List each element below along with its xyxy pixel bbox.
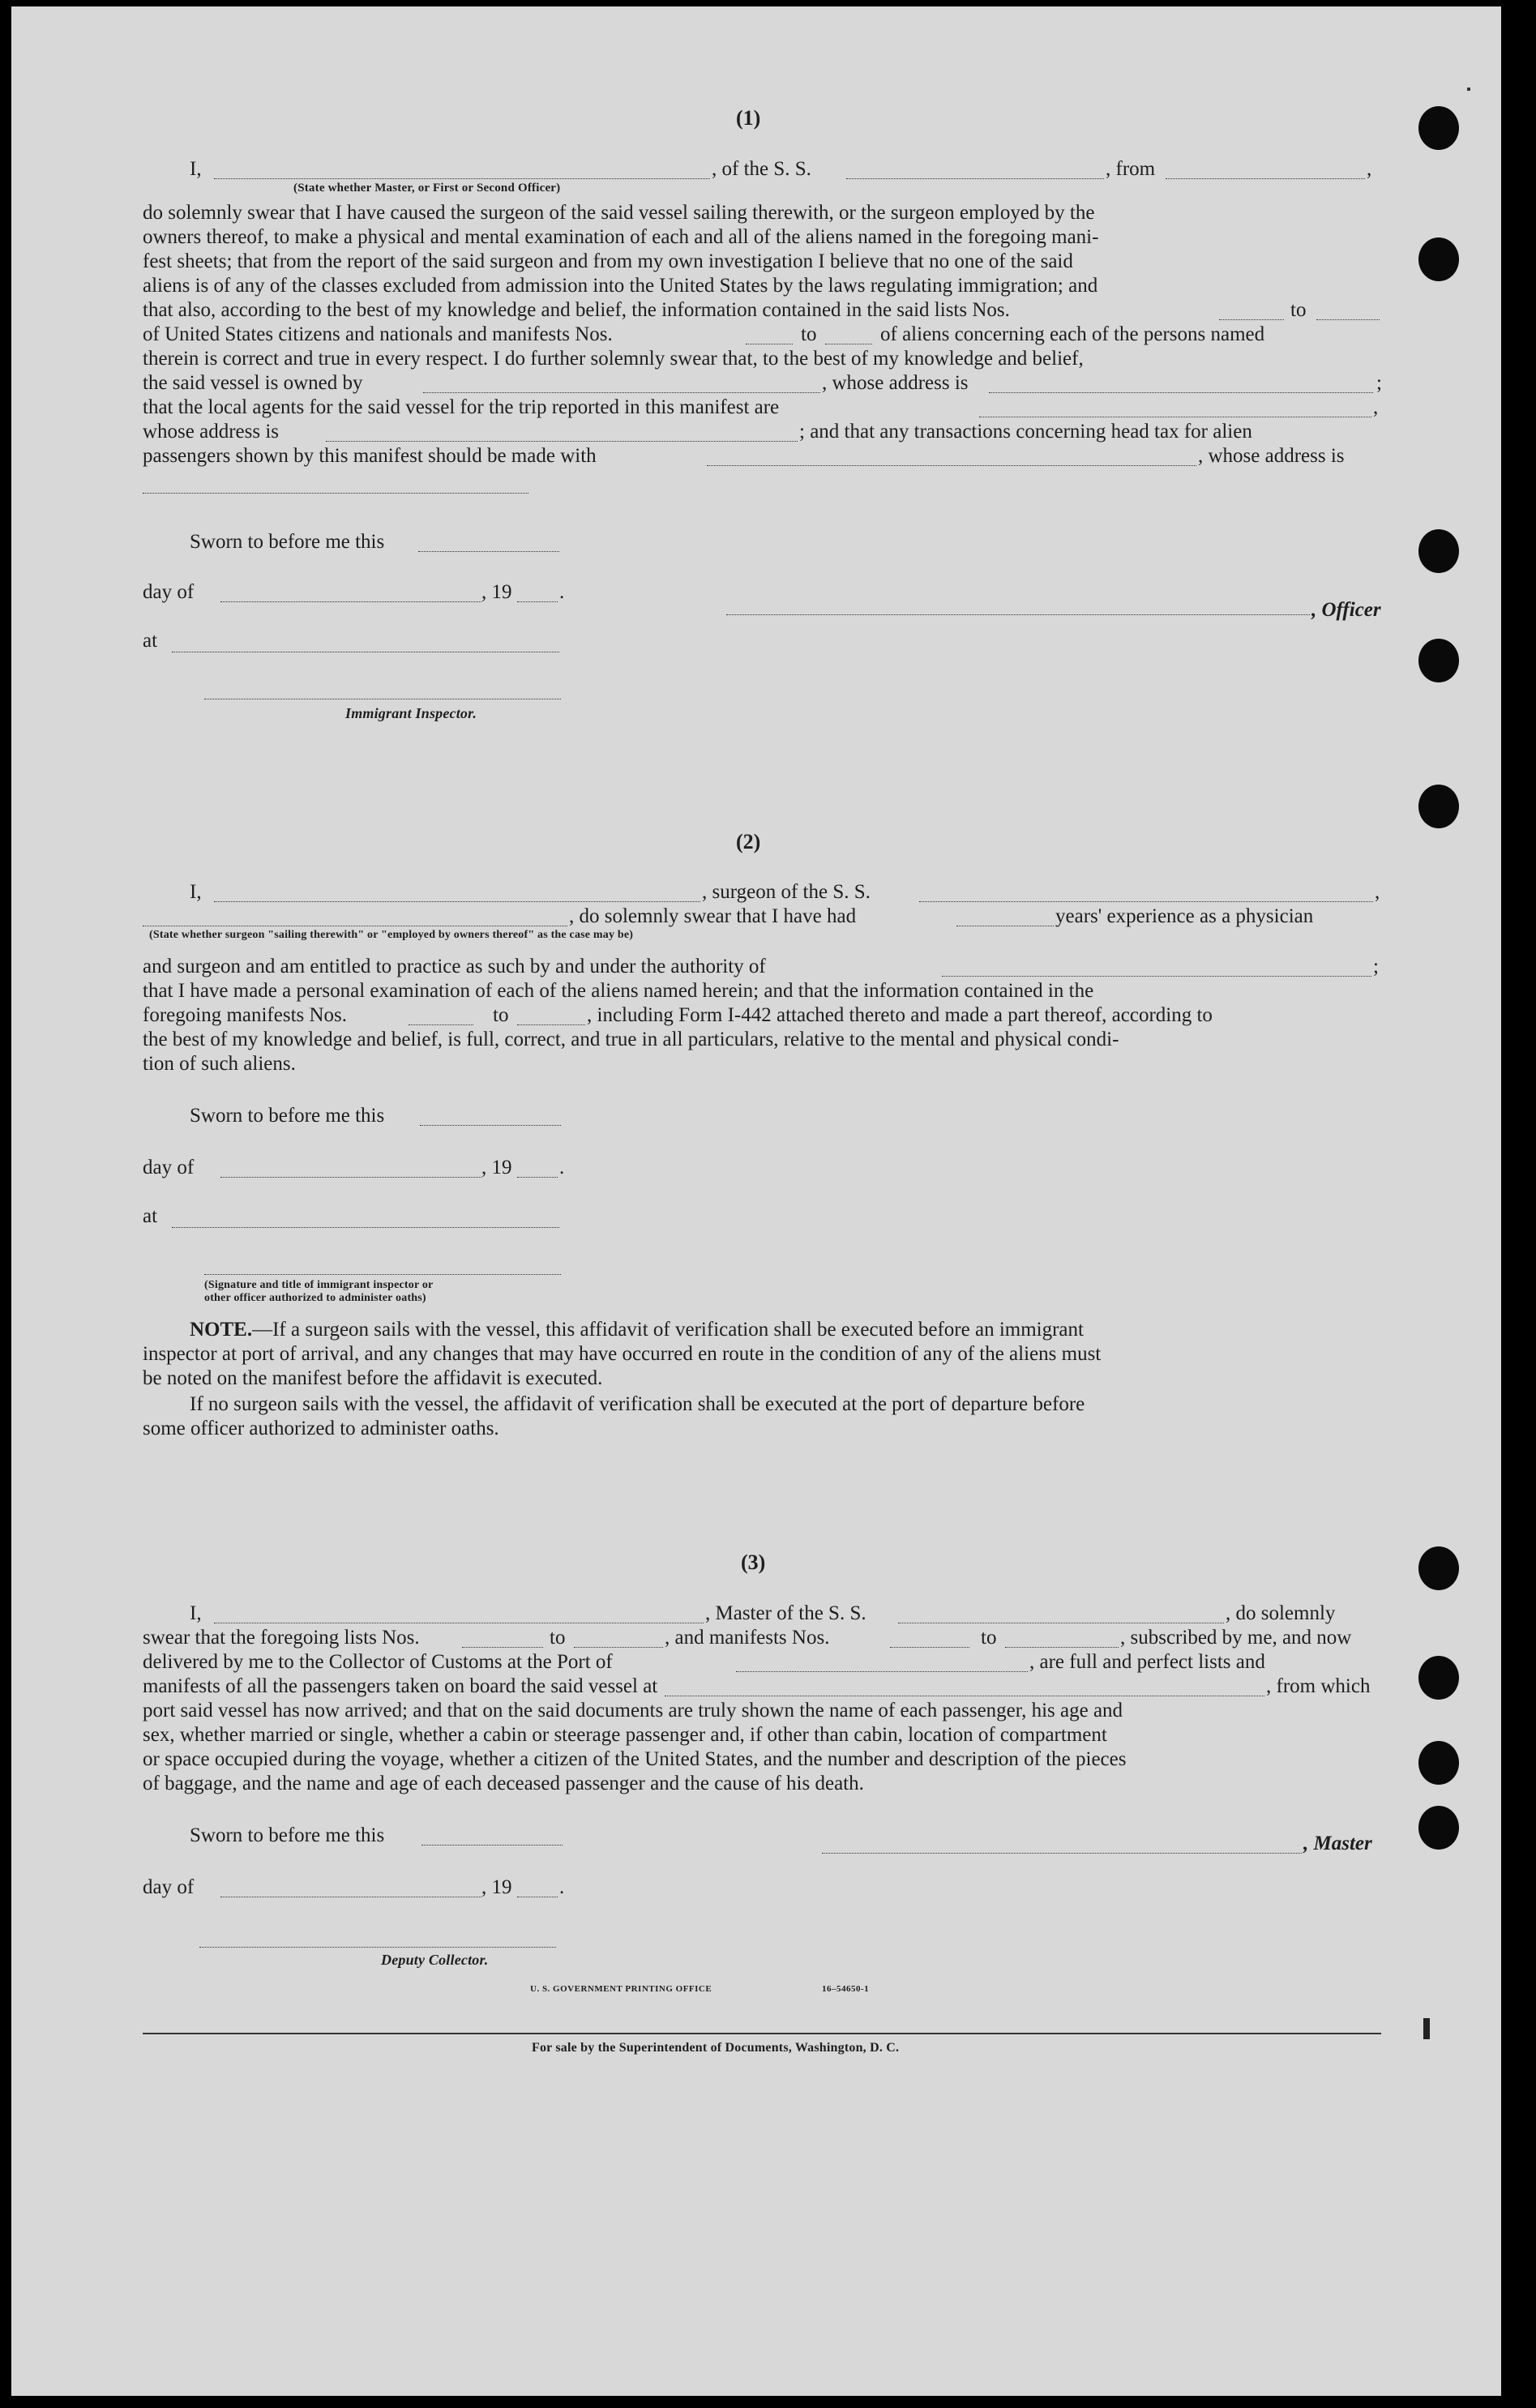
form-page: [11, 6, 1501, 2396]
punct: ;: [1373, 956, 1379, 977]
surgeon-inspector-signature-field[interactable]: [204, 1274, 561, 1275]
body-line: the best of my knowledge and belief, is full, correct, and true in all particulars, relative to the mental and physical condi-: [143, 1029, 1119, 1050]
head-tax-party-field[interactable]: [707, 465, 1196, 466]
surgeon-sworn-year-field[interactable]: [517, 1177, 558, 1178]
body-line: , do solemnly swear that I have had: [569, 905, 857, 927]
day-of-label: day of: [143, 1876, 195, 1898]
body-line: , are full and perfect lists and: [1029, 1651, 1265, 1673]
surgeon-of-ss-label: , surgeon of the S. S.: [702, 881, 871, 903]
section-1-number: (1): [736, 106, 761, 130]
to-label: to: [493, 1004, 509, 1026]
master-of-ss-label: , Master of the S. S.: [705, 1602, 866, 1624]
body-line: , including Form I-442 attached thereto and made a part thereof, according to: [587, 1004, 1213, 1026]
body-line: ; and that any transactions concerning head tax for alien: [799, 421, 1252, 443]
note-line: inspector at port of arrival, and any changes that may have occurred en route in the condition of any of the aliens must: [143, 1343, 1102, 1365]
body-line: aliens is of any of the classes excluded from admission into the United States by the laws regulating immigration; and: [143, 275, 1098, 297]
surgeon-sworn-month-field[interactable]: [220, 1177, 481, 1178]
address-label: , whose address is: [1198, 445, 1345, 467]
agents-address-field[interactable]: [326, 441, 798, 442]
form-number: 16–54650-1: [822, 1984, 870, 1994]
note-line: be noted on the manifest before the affidavit is executed.: [143, 1367, 603, 1389]
agents-label: that the local agents for the said vessel for the trip reported in this manifest are: [143, 396, 780, 418]
sworn-year-field[interactable]: [517, 601, 558, 602]
officer-name-field[interactable]: [214, 178, 710, 179]
punch-hole: [1418, 1741, 1459, 1785]
master-signature-field[interactable]: [822, 1853, 1302, 1854]
punct: ,: [1367, 158, 1372, 180]
owned-by-label: the said vessel is owned by: [143, 372, 363, 394]
punct: ;: [1376, 372, 1382, 394]
from-port-field[interactable]: [1166, 178, 1365, 179]
surgeon-manifests-from-field[interactable]: [409, 1024, 473, 1025]
body-line: manifests of all the passengers taken on board the said vessel at: [143, 1675, 658, 1697]
body-line: of baggage, and the name and age of each deceased passenger and the cause of his death.: [143, 1773, 864, 1794]
body-line: that also, according to the best of my knowledge and belief, the information contained in the said lists Nos.: [143, 299, 1010, 321]
head-tax-address-field[interactable]: [143, 493, 528, 494]
body-line: and surgeon and am entitled to practice as such by and under the authority of: [143, 956, 766, 977]
lists-to-field-3[interactable]: [574, 1647, 663, 1648]
port-field[interactable]: [736, 1671, 1028, 1672]
year-label: , 19: [481, 1157, 512, 1178]
day-of-label: day of: [143, 581, 195, 603]
head-tax-label: passengers shown by this manifest should be made with: [143, 445, 597, 467]
punch-hole-edge: [1423, 2018, 1430, 2039]
lists-to-field[interactable]: [1316, 319, 1380, 320]
officer-label: , Officer: [1311, 599, 1381, 621]
body-line: or space occupied during the voyage, whether a citizen of the United States, and the number and description of the pieces: [143, 1748, 1127, 1770]
surgeon-name-field[interactable]: [214, 901, 700, 902]
for-sale-note: For sale by the Superintendent of Documents, Washington, D. C.: [532, 2041, 900, 2055]
body-line: that I have made a personal examination of each of the aliens named herein; and that the information contained in the: [143, 980, 1094, 1002]
to-label: to: [801, 323, 817, 345]
body-line: fest sheets; that from the report of the said surgeon and from my own investigation I believe that no one of the said: [143, 250, 1073, 272]
lists-from-field[interactable]: [1219, 319, 1284, 320]
body-line: do solemnly swear that I have caused the surgeon of the said vessel sailing therewith, or the surgeon employed by the: [143, 202, 1095, 224]
officer-signature-field[interactable]: [726, 614, 1310, 615]
body-line: years' experience as a physician: [1055, 905, 1314, 927]
at-label: at: [143, 630, 158, 652]
punct: .: [559, 1876, 565, 1898]
to-label: to: [1290, 299, 1307, 321]
manifests-from-field-3[interactable]: [890, 1647, 969, 1648]
oath-i: I,: [190, 881, 202, 903]
punch-hole: [1418, 1546, 1459, 1590]
body-line: , and manifests Nos.: [665, 1627, 830, 1649]
body-line: , do solemnly: [1226, 1602, 1336, 1624]
body-line: owners thereof, to make a physical and mental examination of each and all of the aliens named in the foregoing mani-: [143, 226, 1099, 248]
sworn-month-field[interactable]: [220, 601, 481, 602]
authority-field[interactable]: [942, 976, 1371, 977]
deputy-collector-label: Deputy Collector.: [381, 1952, 489, 1968]
to-label: to: [981, 1627, 997, 1649]
punct: ,: [1375, 881, 1380, 903]
state-surgeon-label: (State whether surgeon "sailing therewith" or "employed by owners thereof" as the case may be): [149, 929, 634, 941]
body-line: of United States citizens and nationals and manifests Nos.: [143, 323, 613, 345]
oath-i: I,: [190, 158, 202, 180]
body-line: delivered by me to the Collector of Customs at the Port of: [143, 1651, 613, 1673]
punch-hole: [1418, 529, 1459, 573]
surgeon-manifests-to-field[interactable]: [517, 1024, 585, 1025]
corner-mark: [1467, 88, 1470, 91]
state-officer-label: (State whether Master, or First or Second Officer): [293, 182, 561, 195]
note-line: If no surgeon sails with the vessel, the affidavit of verification shall be executed at the port of departure before: [190, 1393, 1085, 1415]
master-label: , Master: [1303, 1833, 1372, 1854]
punct: ,: [1373, 396, 1379, 418]
sworn-label: Sworn to before me this: [190, 531, 385, 553]
body-line: of aliens concerning each of the persons named: [880, 323, 1265, 345]
section-2-number: (2): [736, 830, 761, 853]
punch-hole: [1418, 639, 1459, 682]
day-of-label: day of: [143, 1157, 195, 1178]
address-label: whose address is: [143, 421, 280, 443]
body-line: foregoing manifests Nos.: [143, 1004, 348, 1026]
sworn-day-field[interactable]: [418, 551, 559, 552]
punch-hole: [1418, 785, 1459, 828]
body-line: , from which: [1266, 1675, 1371, 1697]
gpo-imprint: U. S. GOVERNMENT PRINTING OFFICE: [530, 1984, 712, 1994]
note-line: some officer authorized to administer oaths.: [143, 1418, 499, 1439]
manifests-to-field-3[interactable]: [1005, 1647, 1119, 1648]
at-label: at: [143, 1205, 158, 1227]
body-line: port said vessel has now arrived; and that on the said documents are truly shown the name of each passenger, his age and: [143, 1700, 1123, 1722]
note-label: NOTE.: [190, 1319, 253, 1341]
body-line: sex, whether married or single, whether a cabin or steerage passenger and, if other than cabin, location of compartment: [143, 1724, 1107, 1746]
sworn-label: Sworn to before me this: [190, 1105, 385, 1127]
punch-hole: [1418, 1806, 1459, 1850]
from-label: , from: [1106, 158, 1156, 180]
punch-hole: [1418, 237, 1459, 281]
year-label: , 19: [481, 1876, 512, 1898]
punct: .: [559, 581, 565, 603]
owner-address-field[interactable]: [989, 392, 1373, 393]
oath-i: I,: [190, 1602, 202, 1624]
master-sworn-day-field[interactable]: [421, 1845, 563, 1846]
surgeon-sworn-day-field[interactable]: [420, 1125, 561, 1126]
surgeon-vessel-field[interactable]: [919, 901, 1373, 902]
owner-field[interactable]: [423, 392, 820, 393]
to-label: to: [550, 1627, 566, 1649]
signature-label: other officer authorized to administer oaths): [204, 1292, 426, 1304]
body-line: , subscribed by me, and now: [1120, 1627, 1352, 1649]
of-ss-label: , of the S. S.: [712, 158, 811, 180]
note-line: [190, 1318, 1084, 1342]
inspector-label: Immigrant Inspector.: [345, 705, 477, 721]
body-line: therein is correct and true in every respect. I do further solemnly swear that, to the best of my knowledge and belief,: [143, 348, 1084, 370]
punch-hole: [1418, 106, 1459, 150]
vessel-name-field[interactable]: [846, 178, 1104, 179]
body-line: swear that the foregoing lists Nos.: [143, 1627, 420, 1649]
punct: .: [559, 1157, 565, 1178]
body-line: tion of such aliens.: [143, 1053, 296, 1075]
lists-from-field-3[interactable]: [462, 1647, 543, 1648]
address-label: , whose address is: [822, 372, 969, 394]
sworn-label: Sworn to before me this: [190, 1824, 385, 1846]
surgeon-sworn-at-field[interactable]: [172, 1227, 559, 1228]
punch-hole: [1418, 1656, 1459, 1700]
note-text: —If a surgeon sails with the vessel, this affidavit of verification shall be executed before an immigrant: [252, 1319, 1084, 1341]
year-label: , 19: [481, 581, 512, 603]
collector-signature-field[interactable]: [199, 1947, 556, 1948]
footer-rule: [143, 2033, 1381, 2034]
section-3-number: (3): [741, 1550, 766, 1574]
signature-label: (Signature and title of immigrant inspector or: [204, 1279, 434, 1291]
